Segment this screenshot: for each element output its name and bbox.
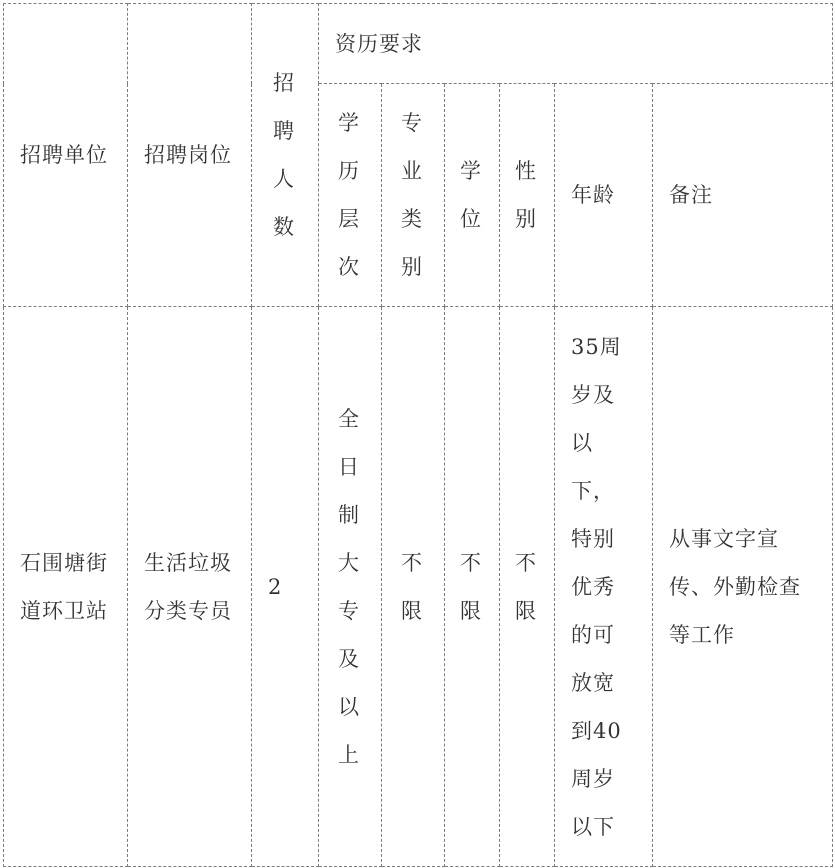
cell-count: 2: [252, 307, 319, 867]
header-qualification-group: 资历要求: [319, 4, 833, 84]
header-row-1: [4, 4, 833, 84]
recruitment-table: [3, 3, 833, 867]
cell-age: 35周岁及以下，特别优秀的可放宽到40周岁以下: [555, 307, 653, 867]
cell-gender: 不限: [500, 307, 555, 867]
header-degree: 学位: [445, 84, 500, 307]
cell-remark: 从事文字宣传、外勤检查等工作: [653, 307, 833, 867]
cell-major: 不限: [382, 307, 445, 867]
cell-degree: 不限: [445, 307, 500, 867]
cell-edu-level: 全日制大专及以上: [319, 307, 382, 867]
header-gender: 性别: [500, 84, 555, 307]
header-count: 招聘人数: [252, 4, 319, 307]
cell-post: 生活垃圾分类专员: [128, 307, 252, 867]
header-edu-level: 学历层次: [319, 84, 382, 307]
table-row: [4, 307, 833, 867]
header-age: 年龄: [555, 84, 653, 307]
header-post: 招聘岗位: [128, 4, 252, 307]
header-unit: 招聘单位: [4, 4, 128, 307]
header-major: 专业类别: [382, 84, 445, 307]
header-remark: 备注: [653, 84, 833, 307]
cell-unit: 石围塘街道环卫站: [4, 307, 128, 867]
